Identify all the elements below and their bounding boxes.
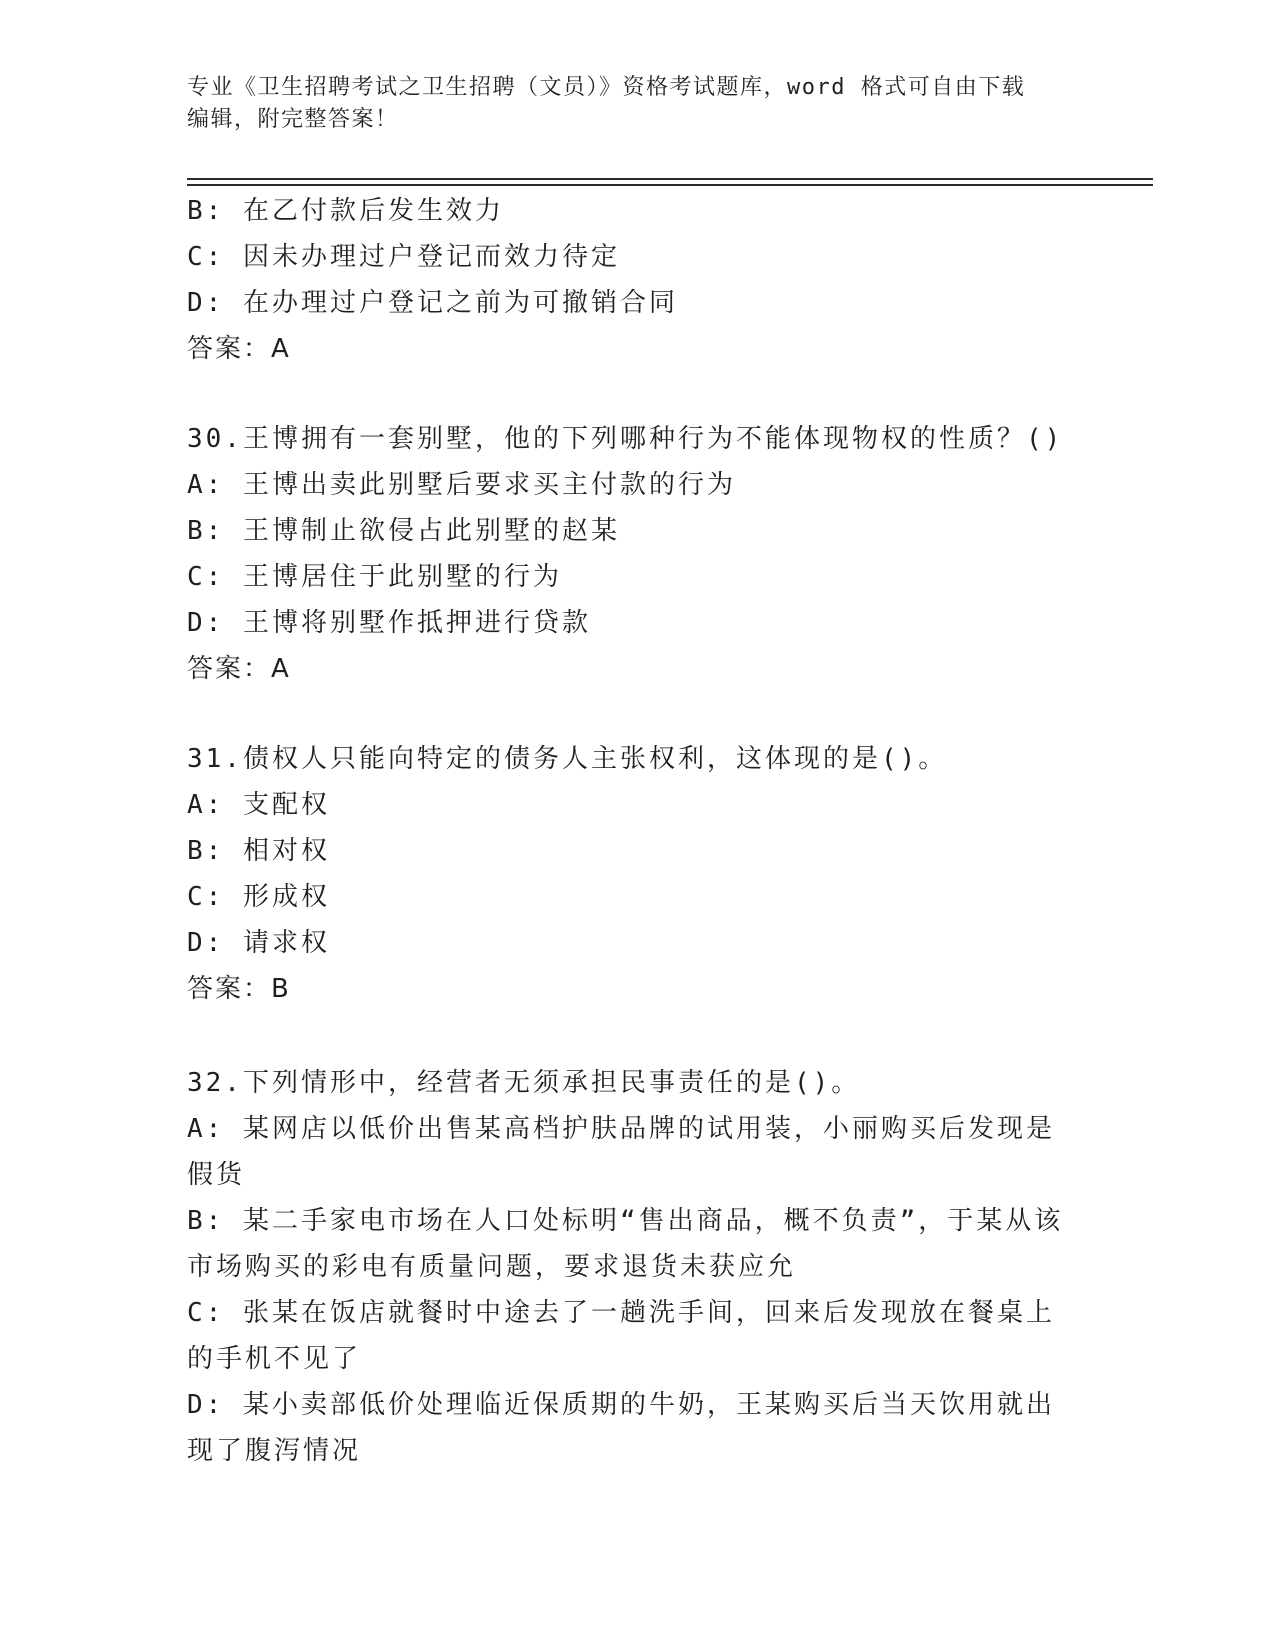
spacer xyxy=(187,1012,1067,1060)
option-d: D: 王博将别墅作抵押进行贷款 xyxy=(187,608,591,638)
answer-line: 答案：A xyxy=(187,334,291,364)
option-b: B: 在乙付款后发生效力 xyxy=(187,196,504,226)
question-stem: 31.债权人只能向特定的债务人主张权利，这体现的是()。 xyxy=(187,744,948,774)
option-d: D: 某小卖部低价处理临近保质期的牛奶，王某购买后当天饮用就出现了腹泻情况 xyxy=(187,1390,1055,1466)
question-stem: 32.下列情形中，经营者无须承担民事责任的是()。 xyxy=(187,1068,861,1098)
document-header xyxy=(187,72,1067,136)
header-divider-bottom xyxy=(187,184,1153,186)
option-c: C: 因未办理过户登记而效力待定 xyxy=(187,242,620,272)
spacer xyxy=(187,372,1067,416)
option-c: C: 张某在饭店就餐时中途去了一趟洗手间，回来后发现放在餐桌上的手机不见了 xyxy=(187,1298,1055,1374)
question-content xyxy=(187,188,1067,1474)
option-b: B: 某二手家电市场在人口处标明“售出商品，概不负责”，于某从该市场购买的彩电有质量问题，要求退货未获应允 xyxy=(187,1206,1064,1282)
question-stem: 30.王博拥有一套别墅，他的下列哪种行为不能体现物权的性质？() xyxy=(187,424,1064,454)
option-a: A: 王博出卖此别墅后要求买主付款的行为 xyxy=(187,470,736,500)
option-b: B: 相对权 xyxy=(187,836,330,866)
answer-line: 答案：B xyxy=(187,974,291,1004)
option-c: C: 王博居住于此别墅的行为 xyxy=(187,562,562,592)
answer-line: 答案：A xyxy=(187,654,291,684)
option-a: A: 支配权 xyxy=(187,790,330,820)
question-32 xyxy=(187,1060,1067,1474)
spacer xyxy=(187,692,1067,736)
option-b: B: 王博制止欲侵占此别墅的赵某 xyxy=(187,516,620,546)
option-d: D: 在办理过户登记之前为可撤销合同 xyxy=(187,288,678,318)
option-d: D: 请求权 xyxy=(187,928,330,958)
previous-question-tail xyxy=(187,188,1067,372)
header-line-1: 专业《卫生招聘考试之卫生招聘（文员）》资格考试题库，word 格式可自由下载 xyxy=(187,75,1026,100)
option-c: C: 形成权 xyxy=(187,882,330,912)
question-30 xyxy=(187,416,1067,692)
question-31 xyxy=(187,736,1067,1012)
header-divider-top xyxy=(187,178,1153,180)
option-a: A: 某网店以低价出售某高档护肤品牌的试用装，小丽购买后发现是假货 xyxy=(187,1114,1055,1190)
header-line-2: 编辑，附完整答案！ xyxy=(187,107,399,132)
